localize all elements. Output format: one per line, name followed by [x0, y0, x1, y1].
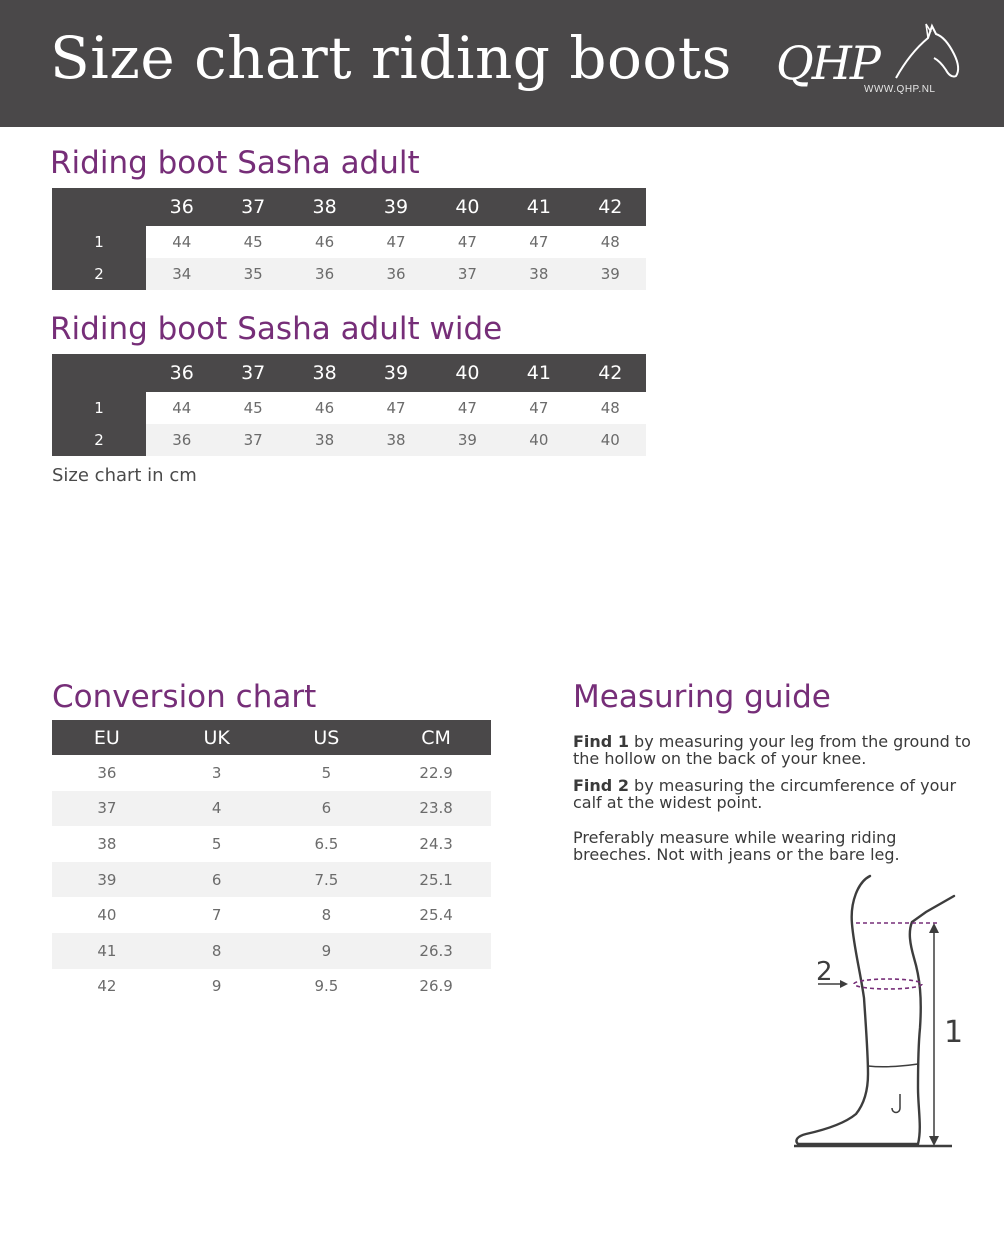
size-header-cell: 39	[360, 188, 431, 226]
corner-cell	[52, 354, 146, 392]
conversion-header-cell: CM	[381, 720, 491, 755]
measure-value-cell: 38	[360, 424, 431, 456]
marker-2-label: 2	[816, 957, 833, 987]
measure-value-cell: 45	[243, 399, 263, 417]
table-row	[52, 933, 491, 969]
conversion-value-cell: 26.3	[381, 933, 491, 969]
header-banner	[0, 0, 1004, 127]
size-header-cell: 39	[360, 354, 431, 392]
conversion-value-cell: 9	[272, 933, 382, 969]
horse-head-icon	[876, 20, 966, 86]
conversion-value-cell: 42	[97, 977, 117, 996]
guide-find2	[573, 777, 973, 811]
measure-value-cell: 36	[289, 258, 360, 290]
measure-value-cell: 46	[315, 233, 335, 251]
conversion-value-cell: 39	[52, 862, 162, 898]
table-header-row	[52, 720, 491, 755]
size-header-cell: 38	[289, 188, 360, 226]
size-header-cell: 40	[432, 354, 503, 392]
measure-value-cell: 36	[146, 424, 217, 456]
measure-value-cell: 48	[600, 399, 620, 417]
size-header-cell: 42	[575, 188, 646, 226]
conversion-value-cell: 8	[321, 906, 332, 925]
conversion-value-cell: 40	[97, 906, 117, 925]
conversion-value-cell: 38	[97, 834, 117, 853]
conversion-value-cell: 6	[162, 862, 272, 898]
size-header-cell: 38	[289, 354, 360, 392]
conversion-value-cell: 24.3	[419, 834, 453, 853]
measure-value-cell: 44	[172, 233, 192, 251]
conversion-value-cell: 25.4	[419, 906, 453, 925]
measure-value-cell: 38	[503, 258, 574, 290]
size-header-cell: 36	[146, 354, 217, 392]
conversion-value-cell: 8	[162, 933, 272, 969]
conversion-value-cell: 41	[52, 933, 162, 969]
table-row	[52, 226, 646, 258]
conversion-value-cell: 9	[211, 977, 222, 996]
table-row	[52, 969, 491, 1005]
conversion-value-cell: 7.5	[272, 862, 382, 898]
conversion-value-cell: 3	[211, 763, 222, 782]
adult-size-table	[52, 188, 646, 290]
measure-value-cell: 36	[360, 258, 431, 290]
conversion-value-cell: 5	[321, 763, 332, 782]
table-header-row	[52, 188, 646, 226]
guide-tip: Preferably measure while wearing riding breeches. Not with jeans or the bare leg.	[573, 828, 900, 864]
leg-measuring-illustration	[786, 868, 976, 1152]
size-header-cell: 42	[575, 354, 646, 392]
size-header-cell: 40	[432, 188, 503, 226]
conversion-header-cell: US	[272, 720, 382, 755]
measure-value-cell: 38	[289, 424, 360, 456]
conversion-value-cell: 36	[97, 763, 117, 782]
find1-label: Find 1	[573, 732, 629, 751]
qhp-logo	[776, 20, 966, 102]
measure-value-cell: 46	[315, 399, 335, 417]
measure-value-cell: 37	[217, 424, 288, 456]
page-title: Size chart riding boots	[50, 24, 732, 92]
conversion-value-cell: 37	[52, 791, 162, 827]
measure-value-cell: 47	[457, 399, 477, 417]
measure-value-cell: 39	[575, 258, 646, 290]
conversion-value-cell: 25.1	[381, 862, 491, 898]
find2-text: by measuring the circumference of your calf at the widest point.	[573, 776, 957, 812]
measure-value-cell: 40	[575, 424, 646, 456]
table-header-row	[52, 354, 646, 392]
conversion-value-cell: 6	[272, 791, 382, 827]
measure-value-cell: 44	[172, 399, 192, 417]
measure-value-cell: 47	[529, 233, 549, 251]
find1-text: by measuring your leg from the ground to the hollow on the back of your knee.	[573, 732, 971, 768]
measure-value-cell: 37	[432, 258, 503, 290]
size-header-cell: 37	[217, 354, 288, 392]
find2-label: Find 2	[573, 776, 629, 795]
conversion-value-cell: 4	[162, 791, 272, 827]
table-row	[52, 755, 491, 791]
conversion-value-cell: 9.5	[314, 977, 339, 996]
measure-value-cell: 47	[529, 399, 549, 417]
adult-wide-section-title: Riding boot Sasha adult wide	[50, 311, 503, 347]
table-row	[52, 791, 491, 827]
logo-wordmark: QHP	[776, 36, 879, 90]
conversion-value-cell: 5	[211, 834, 222, 853]
measure-row-label: 2	[52, 424, 146, 456]
measure-value-cell: 48	[600, 233, 620, 251]
conversion-section-title: Conversion chart	[52, 679, 317, 715]
measure-value-cell: 39	[432, 424, 503, 456]
adult-wide-size-table	[52, 354, 646, 456]
size-header-cell: 37	[217, 188, 288, 226]
table-row	[52, 392, 646, 424]
marker-1-label: 1	[944, 1015, 964, 1050]
size-header-cell: 41	[503, 188, 574, 226]
measure-value-cell: 47	[386, 399, 406, 417]
table-row	[52, 826, 491, 862]
measure-value-cell: 40	[503, 424, 574, 456]
measure-value-cell: 47	[457, 233, 477, 251]
measure-row-label: 2	[52, 258, 146, 290]
conversion-header-cell: UK	[162, 720, 272, 755]
conversion-table	[52, 720, 491, 1004]
measure-value-cell: 34	[146, 258, 217, 290]
conversion-value-cell: 22.9	[419, 763, 453, 782]
conversion-value-cell: 23.8	[381, 791, 491, 827]
conversion-value-cell: 7	[211, 906, 222, 925]
table-row	[52, 897, 491, 933]
corner-cell	[52, 188, 146, 226]
measure-row-label: 1	[52, 392, 146, 424]
size-header-cell: 41	[503, 354, 574, 392]
measure-value-cell: 47	[386, 233, 406, 251]
website-url: WWW.QHP.NL	[864, 84, 936, 95]
conversion-value-cell: 26.9	[419, 977, 453, 996]
conversion-value-cell: 6.5	[314, 834, 339, 853]
size-header-cell: 36	[146, 188, 217, 226]
guide-section-title: Measuring guide	[573, 679, 831, 715]
guide-find1	[573, 733, 973, 767]
measure-value-cell: 45	[243, 233, 263, 251]
adult-section-title: Riding boot Sasha adult	[50, 145, 420, 181]
table-row	[52, 424, 646, 456]
conversion-header-cell: EU	[52, 720, 162, 755]
measure-value-cell: 35	[217, 258, 288, 290]
table-row	[52, 862, 491, 898]
table-row	[52, 258, 646, 290]
measure-row-label: 1	[52, 226, 146, 258]
unit-note: Size chart in cm	[52, 465, 197, 486]
